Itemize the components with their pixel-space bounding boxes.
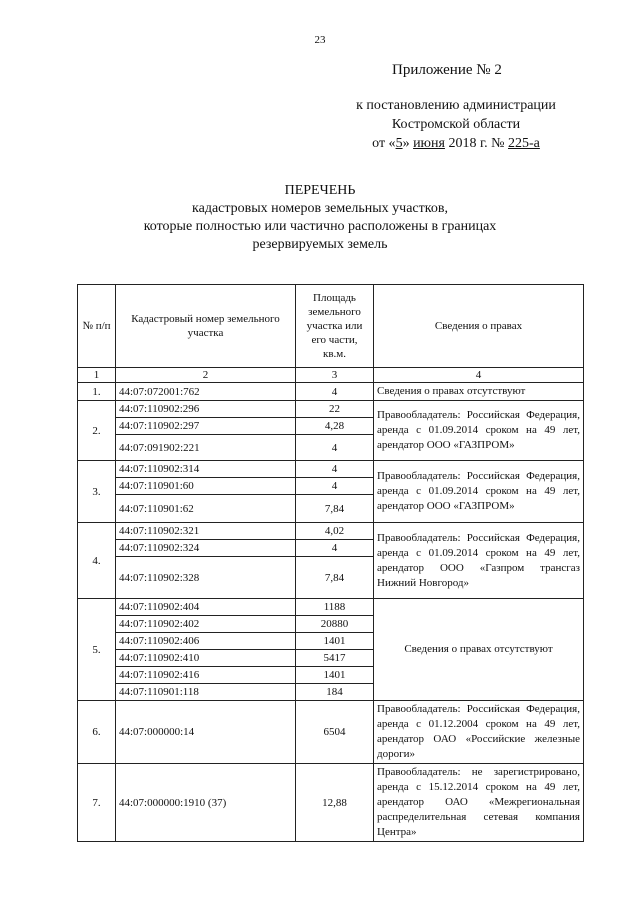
table-row [78, 401, 584, 418]
page-number: 23 [314, 34, 326, 46]
column-number-row [78, 368, 584, 383]
cadastral-number: 44:07:000000:1910 (37) [116, 764, 296, 842]
cadastral-number: 44:07:110902:328 [116, 557, 296, 599]
row-number: 6. [78, 701, 116, 764]
resolution-reference [336, 96, 576, 153]
date-mid: » [402, 136, 414, 151]
area-value: 6504 [296, 701, 374, 764]
title-line-1: кадастровых номеров земельных участков, [192, 201, 448, 216]
area-value: 20880 [296, 616, 374, 633]
rights-info: Правообладатель: Российская Федерация, аренда с 01.09.2014 сроком на 49 лет, арендатор ООО «ГАЗПРОМ» [374, 401, 584, 461]
cadastral-number: 44:07:110902:404 [116, 599, 296, 616]
area-value: 4 [296, 383, 374, 401]
cadastral-number: 44:07:110902:416 [116, 667, 296, 684]
header-area: Площадь земельного участка или его части, кв.м. [296, 285, 374, 368]
area-value: 7,84 [296, 495, 374, 523]
area-value: 1401 [296, 633, 374, 650]
col-number: 2 [116, 368, 296, 383]
col-number: 1 [78, 368, 116, 383]
table-row [78, 461, 584, 478]
row-number: 3. [78, 461, 116, 523]
date-day: 5 [395, 136, 403, 151]
area-value: 4 [296, 540, 374, 557]
header-num: № п/п [78, 285, 116, 368]
date-year: 2018 г. № [444, 136, 508, 151]
area-value: 4,02 [296, 523, 374, 540]
area-value: 1401 [296, 667, 374, 684]
cadastral-number: 44:07:072001:762 [116, 383, 296, 401]
title-line-2: которые полностью или частично расположены в границах [143, 219, 497, 234]
rights-info: Правообладатель: Российская Федерация, аренда с 01.09.2014 сроком на 49 лет, арендатор ООО «Газпром трансгаз Нижний Новгород» [374, 523, 584, 599]
header-rights: Сведения о правах [374, 285, 584, 368]
area-value: 4 [296, 461, 374, 478]
date-prefix: от « [372, 136, 396, 151]
title-line-3: резервируемых земель [252, 237, 388, 252]
cadastral-number: 44:07:110902:324 [116, 540, 296, 557]
cadastral-number: 44:07:110902:297 [116, 418, 296, 435]
col-number: 3 [296, 368, 374, 383]
area-value: 1188 [296, 599, 374, 616]
table-row [78, 599, 584, 616]
cadastral-table [77, 284, 584, 842]
cadastral-number: 44:07:110902:402 [116, 616, 296, 633]
cadastral-number: 44:07:110901:118 [116, 684, 296, 701]
area-value: 7,84 [296, 557, 374, 599]
area-value: 4,28 [296, 418, 374, 435]
resolution-line-1: к постановлению администрации [356, 98, 556, 113]
header-cadastral: Кадастровый номер земельного участка [116, 285, 296, 368]
rights-info: Правообладатель: не зарегистрировано, аренда с 15.12.2014 сроком на 49 лет, арендатор ОАО «Межрегиональная распределительная сетевая компания Центра» [374, 764, 584, 842]
row-number: 5. [78, 599, 116, 701]
title-heading: ПЕРЕЧЕНЬ [284, 183, 356, 198]
table-row [78, 701, 584, 764]
cadastral-number: 44:07:110902:296 [116, 401, 296, 418]
row-number: 2. [78, 401, 116, 461]
cadastral-number: 44:07:110901:62 [116, 495, 296, 523]
row-number: 1. [78, 383, 116, 401]
resolution-line-2: Костромской области [391, 117, 521, 132]
area-value: 22 [296, 401, 374, 418]
area-value: 4 [296, 435, 374, 461]
cadastral-number: 44:07:110901:60 [116, 478, 296, 495]
col-number: 4 [374, 368, 584, 383]
resolution-number: 225-а [507, 136, 540, 151]
table-row [78, 523, 584, 540]
area-value: 184 [296, 684, 374, 701]
table-row [78, 383, 584, 401]
cadastral-number: 44:07:110902:410 [116, 650, 296, 667]
rights-info: Правообладатель: Российская Федерация, аренда с 01.12.2004 сроком на 49 лет, арендатор ОАО «Российские железные дороги» [374, 701, 584, 764]
rights-info: Правообладатель: Российская Федерация, аренда с 01.09.2014 сроком на 49 лет, арендатор ООО «ГАЗПРОМ» [374, 461, 584, 523]
row-number: 4. [78, 523, 116, 599]
table-row [78, 764, 584, 842]
cadastral-number: 44:07:110902:406 [116, 633, 296, 650]
date-month: июня [413, 136, 445, 151]
cadastral-number: 44:07:000000:14 [116, 701, 296, 764]
area-value: 4 [296, 478, 374, 495]
appendix-label: Приложение № 2 [392, 62, 502, 78]
cadastral-number: 44:07:110902:314 [116, 461, 296, 478]
area-value: 5417 [296, 650, 374, 667]
resolution-date-line [336, 134, 576, 153]
area-value: 12,88 [296, 764, 374, 842]
cadastral-number: 44:07:091902:221 [116, 435, 296, 461]
rights-info: Сведения о правах отсутствуют [374, 383, 584, 401]
document-title [100, 182, 540, 254]
row-number: 7. [78, 764, 116, 842]
rights-info: Сведения о правах отсутствуют [374, 599, 584, 701]
cadastral-number: 44:07:110902:321 [116, 523, 296, 540]
